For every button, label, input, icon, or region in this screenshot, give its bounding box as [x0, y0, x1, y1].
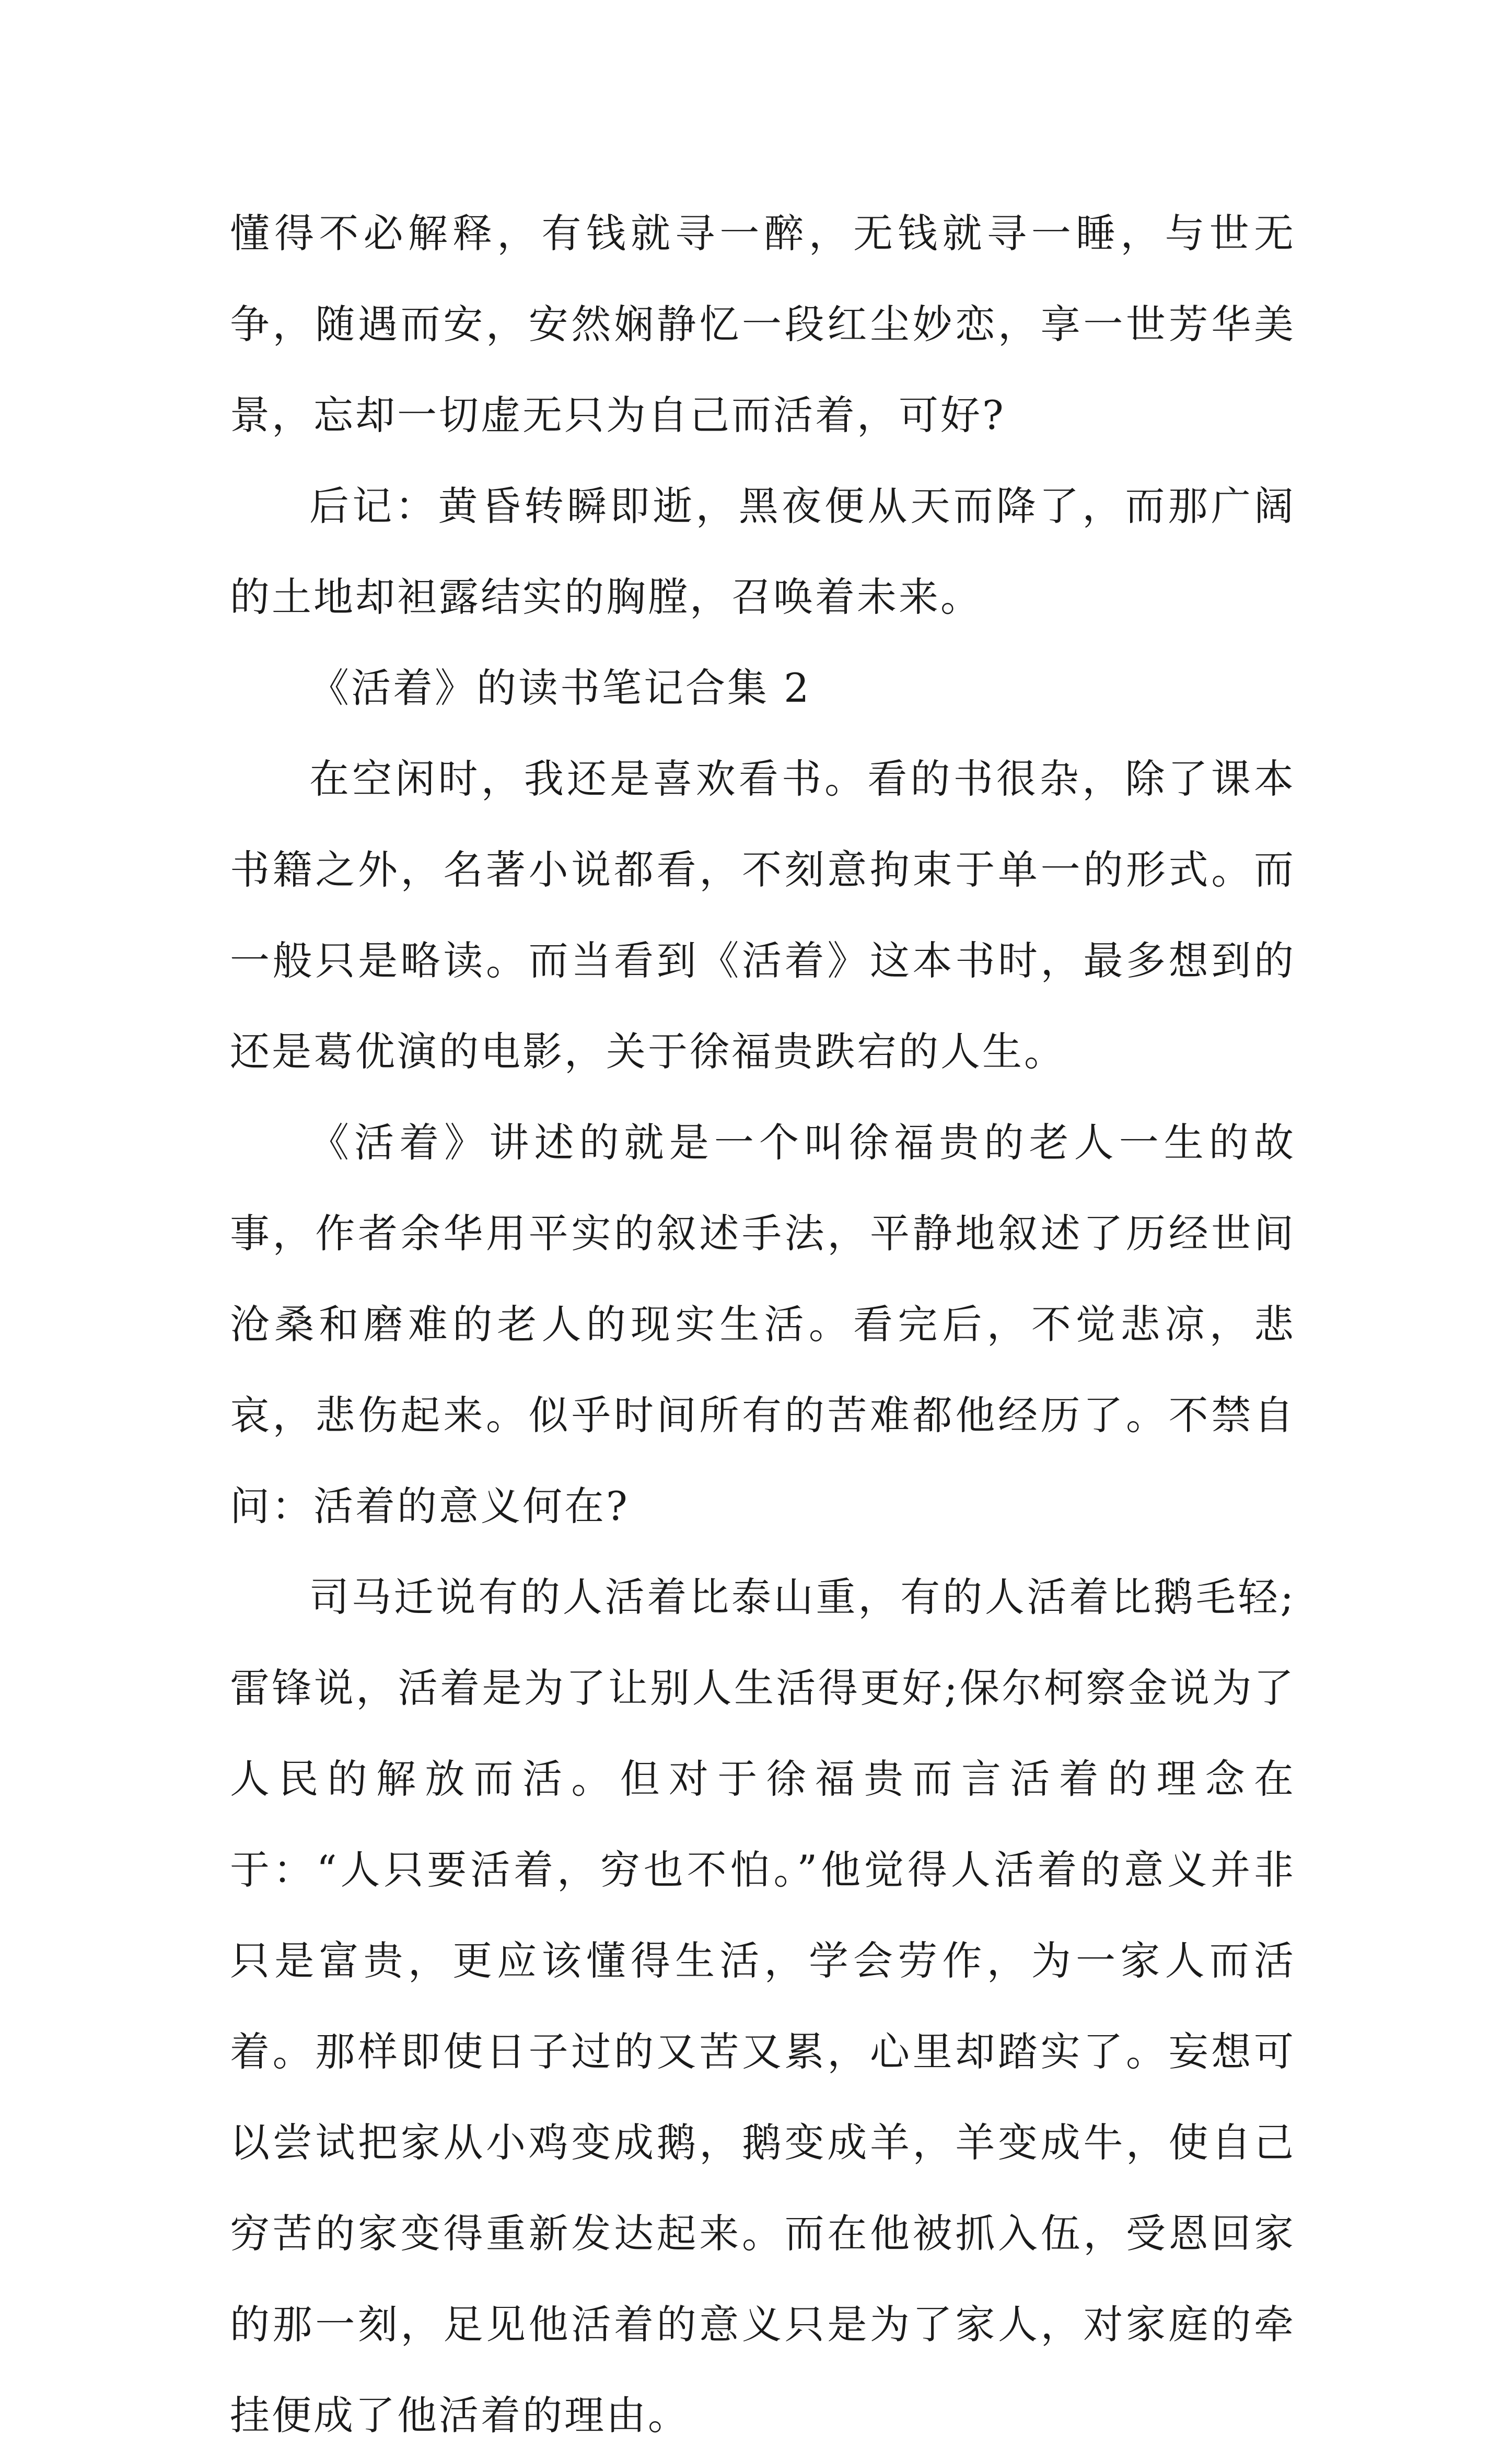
paragraph-continued: 懂得不必解释，有钱就寻一醉，无钱就寻一睡，与世无争，随遇而安，安然娴静忆一段红尘妙恋，享一世芳华美景，忘却一切虚无只为自己而活着，可好?: [230, 210, 1296, 438]
section-title: 《活着》的读书笔记合集 2: [309, 665, 811, 711]
document-body: [230, 188, 1296, 2461]
paragraph-meaning-of-life: 司马迁说有的人活着比泰山重，有的人活着比鹅毛轻;雷锋说，活着是为了让别人生活得更好;保尔柯察金说为了人民的解放而活。但对于徐福贵而言活着的理念在于：“人只要活着，穷也不怕。”他觉得人活着的意义并非只是富贵，更应该懂得生活，学会劳作，为一家人而活着。那样即使日子过的又苦又累，心里却踏实了。妄想可以尝试把家从小鸡变成鹅，鹅变成羊，羊变成牛，使自己穷苦的家变得重新发达起来。而在他被抓入伍，受恩回家的那一刻，足见他活着的意义只是为了家人，对家庭的牵挂便成了他活着的理由。: [230, 1574, 1296, 2439]
paragraph-reading-habits: 在空闲时，我还是喜欢看书。看的书很杂，除了课本书籍之外，名著小说都看，不刻意拘束于单一的形式。而一般只是略读。而当看到《活着》这本书时，最多想到的还是葛优演的电影，关于徐福贵跌宕的人生。: [230, 756, 1296, 1075]
paragraph-postscript: 后记：黄昏转瞬即逝，黑夜便从天而降了，而那广阔的土地却袒露结实的胸膛，召唤着未来。: [230, 483, 1296, 620]
paragraph-story-summary: 《活着》讲述的就是一个叫徐福贵的老人一生的故事，作者余华用平实的叙述手法，平静地叙述了历经世间沧桑和磨难的老人的现实生活。看完后，不觉悲凉，悲哀，悲伤起来。似乎时间所有的苦难都他经历了。不禁自问：活着的意义何在?: [230, 1119, 1296, 1529]
